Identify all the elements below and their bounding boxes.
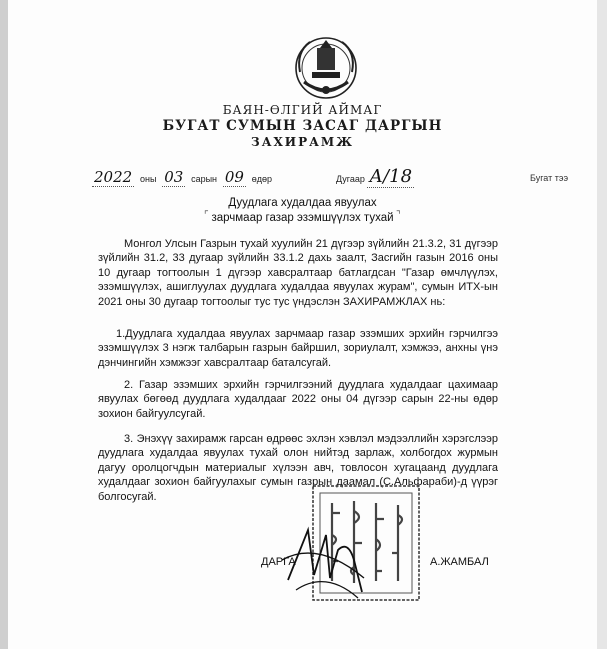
doc-title-line2: зарчмаар газар эзэмшүүлэх тухай [211,212,394,224]
date-month-label: сарын [191,174,218,184]
city-name: Бугат тээ [530,173,569,183]
date-line [92,168,275,186]
order-number-label: Дугаар [336,174,365,184]
clause-2-paragraph: 2. Газар эзэмших эрхийн гэрчилгээний дуудлага худалдааг цахимаар явуулах бөгөөд дуудлага худалдааг 2022 оны 04 дүгээр сарын 22-ны өдөр зохион байгуулсугай. [98,379,498,420]
document-page [8,0,597,649]
signatory-name: А.ЖАМБАЛ [430,556,489,568]
doc-title-line1: Дуудлага худалдаа явуулах [228,197,377,209]
clause-1-paragraph: 1.Дуудлага худалдаа явуулах зарчмаар газар эзэмших эрхийн гэрчилгээ эзэмшүүлэх 3 нэгж талбарын газрын байршил, зориулалт, хэмжээ, анхны үнэ дэнчингийн хэмжээг хавсралтаар баталсугай. [98,328,498,369]
header-office: БУГАТ СУМЫН ЗАСАГ ДАРГЫН [162,118,443,134]
signatory-title: ДАРГА [261,556,296,568]
title-corner-right-icon: ⌝ [396,210,401,221]
right-scan-edge [597,0,607,649]
title-corner-left-icon: ⌜ [204,210,209,221]
date-year-label: оны [139,174,157,184]
preamble-paragraph: Монгол Улсын Газрын тухай хуулийн 21 дүгээр зүйлийн 21.3.2, 31 дүгээр зүйлийн 31.2, 33 дугаар зүйлийн 33.1.2 дахь заалт, Засгийн газын 2016 оны 10 дугаар тогтоолын 1 дүгээр хавсралтаар батлагдсан "Газар өмчлүүлэх, эзэмшүүлэх, ашиглуулах дуудлага худалдаа явуулах журам", сумын ИТХ-ын 2021 оны 30 дугаар тогтоолыг тус тус үндэслэн ЗАХИРАМЖЛАХ нь: [98,238,498,308]
header-province: БАЯН-ӨЛГИЙ АЙМАГ [222,103,383,117]
state-emblem-icon [290,32,362,102]
header-doc-type: ЗАХИРАМЖ [251,135,354,149]
left-scan-edge [0,0,8,649]
date-month: 03 [164,168,184,186]
date-year: 2022 [94,168,133,186]
date-day: 09 [224,168,244,186]
order-number: А/18 [369,166,413,187]
clause-3-paragraph: 3. Энэхүү захирамж гарсан өдрөөс эхлэн хэвлэл мэдээллийн хэрэгслээр дуудлага худалдаа явуулах тухай олон нийтэд зарлаж, холбогдох журмын дагуу оролцогчдын материалыг хүлээн авч, товлосон хугацаанд дуудлага худалдааг зохион байгуулахыг сумын газрын даамал (С.Альфараби)-д үүрэг болгосугай. [98,433,498,503]
date-day-label: өдөр [251,174,272,184]
order-number-line [336,166,414,187]
